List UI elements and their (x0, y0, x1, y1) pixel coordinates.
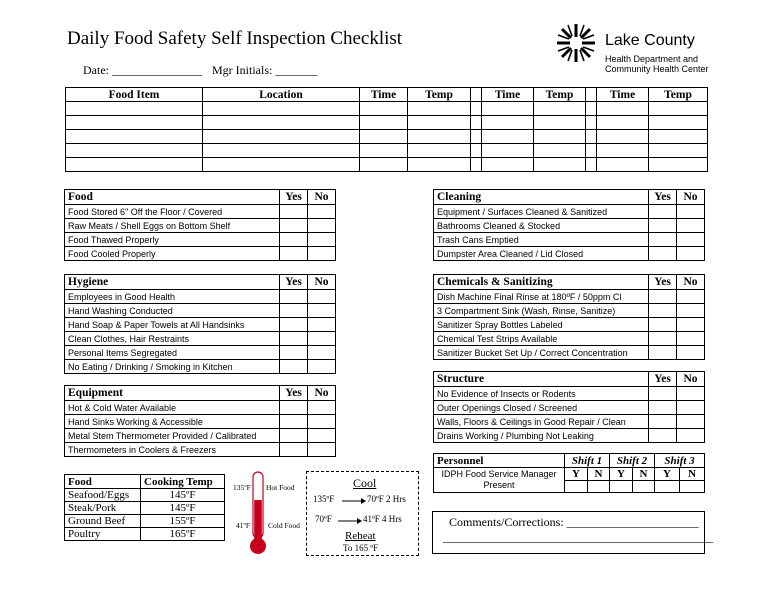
item-label: Outer Openings Closed / Screened (434, 401, 649, 415)
table-row: Poultry 165ºF (65, 528, 225, 541)
yes-checkbox[interactable] (280, 360, 308, 374)
no-checkbox[interactable] (308, 205, 336, 219)
yes-checkbox[interactable] (649, 304, 677, 318)
checklist-row (65, 401, 336, 415)
yes-checkbox[interactable] (649, 429, 677, 443)
no-checkbox[interactable] (308, 332, 336, 346)
item-label: Hand Washing Conducted (65, 304, 280, 318)
checklist-row (65, 360, 336, 374)
table-row: Steak/Pork 145ºF (65, 502, 225, 515)
checklist-row (434, 401, 705, 415)
shift-1-no-checkbox[interactable] (588, 481, 610, 493)
yes-header: Yes (649, 275, 677, 290)
yes-checkbox[interactable] (280, 401, 308, 415)
shift-2-no-checkbox[interactable] (633, 481, 655, 493)
shift-2-yes-checkbox[interactable] (610, 481, 633, 493)
no-checkbox[interactable] (308, 304, 336, 318)
date-field[interactable]: Date: _______________ (83, 63, 202, 77)
food-checklist (64, 189, 336, 261)
col-temp-3: Temp (649, 88, 708, 102)
no-checkbox[interactable] (677, 387, 705, 401)
comments-line: _____________________________________________ (443, 530, 713, 544)
item-label: Hand Soap & Paper Towels at All Handsinks (65, 318, 280, 332)
yes-header: Yes (280, 386, 308, 401)
checklist-row (65, 318, 336, 332)
shift-3-no-checkbox[interactable] (680, 481, 705, 493)
checklist-row (434, 304, 705, 318)
no-checkbox[interactable] (308, 360, 336, 374)
item-label: Personal Items Segregated (65, 346, 280, 360)
shift-3-header: Shift 3 (655, 454, 705, 468)
col-time-1: Time (360, 88, 408, 102)
item-label: Clean Clothes, Hair Restraints (65, 332, 280, 346)
item-label: Food Stored 6" Off the Floor / Covered (65, 205, 280, 219)
checklist-row (65, 219, 336, 233)
yes-checkbox[interactable] (280, 429, 308, 443)
no-checkbox[interactable] (677, 332, 705, 346)
checklist-row (434, 387, 705, 401)
checklist-row (65, 304, 336, 318)
cool-reheat-box: Cool 135ºF 70ºF 2 Hrs 70ºF 41ºF 4 Hrs Reheat To 165 ºF (306, 471, 419, 556)
section-title: Hygiene (65, 275, 280, 290)
mgr-initials-field[interactable]: Mgr Initials: _______ (212, 63, 318, 77)
col-cooking-temp: Cooking Temp (141, 475, 225, 489)
no-header: No (308, 275, 336, 290)
col-temp-1: Temp (408, 88, 471, 102)
no-checkbox[interactable] (677, 401, 705, 415)
yes-checkbox[interactable] (280, 332, 308, 346)
item-label: Hot & Cold Water Available (65, 401, 280, 415)
item-label: No Evidence of Insects or Rodents (434, 387, 649, 401)
table-row (66, 130, 708, 144)
shift-1-yes-checkbox[interactable] (565, 481, 588, 493)
no-checkbox[interactable] (308, 318, 336, 332)
manager-present-label: IDPH Food Service Manager Present (434, 468, 565, 493)
col-time-3: Time (597, 88, 649, 102)
item-label: Sanitizer Spray Bottles Labeled (434, 318, 649, 332)
no-checkbox[interactable] (677, 318, 705, 332)
checklist-row (434, 219, 705, 233)
section-title: Food (65, 190, 280, 205)
cleaning-checklist (433, 189, 705, 261)
section-title: Equipment (65, 386, 280, 401)
no-checkbox[interactable] (677, 247, 705, 261)
col-food-item: Food Item (66, 88, 203, 102)
cold-temp-label: 41ºF (236, 521, 250, 530)
checklist-row (65, 332, 336, 346)
yes-checkbox[interactable] (280, 233, 308, 247)
col-gap-2 (586, 88, 597, 102)
page-title: Daily Food Safety Self Inspection Checklist (67, 28, 403, 49)
yes-checkbox[interactable] (649, 401, 677, 415)
table-row (66, 116, 708, 130)
no-checkbox[interactable] (308, 290, 336, 304)
reheat-title: Reheat (345, 530, 376, 542)
table-row (66, 102, 708, 116)
arrow-right-icon (342, 497, 366, 505)
no-checkbox[interactable] (308, 415, 336, 429)
yes-checkbox[interactable] (280, 318, 308, 332)
col-food: Food (65, 475, 141, 489)
no-checkbox[interactable] (677, 219, 705, 233)
checklist-row (434, 346, 705, 360)
checklist-row (434, 290, 705, 304)
yes-checkbox[interactable] (280, 205, 308, 219)
checklist-row (65, 415, 336, 429)
item-label: Hand Sinks Working & Accessible (65, 415, 280, 429)
item-label: Thermometers in Coolers & Freezers (65, 443, 280, 457)
item-label: Food Cooled Properly (65, 247, 280, 261)
no-checkbox[interactable] (677, 429, 705, 443)
yes-checkbox[interactable] (280, 443, 308, 457)
no-checkbox[interactable] (677, 290, 705, 304)
section-title: Personnel (434, 454, 565, 468)
section-title: Structure (434, 372, 649, 387)
section-title: Chemicals & Sanitizing (434, 275, 649, 290)
equipment-checklist (64, 385, 336, 457)
yes-checkbox[interactable] (280, 304, 308, 318)
item-label: Equipment / Surfaces Cleaned & Sanitized (434, 205, 649, 219)
hot-temp-label: 135ºF (233, 483, 251, 492)
yes-checkbox[interactable] (649, 318, 677, 332)
no-header: No (308, 190, 336, 205)
item-label: Chemical Test Strips Available (434, 332, 649, 346)
col-gap-1 (471, 88, 482, 102)
yes-checkbox[interactable] (649, 219, 677, 233)
no-header: No (677, 275, 705, 290)
yes-checkbox[interactable] (649, 387, 677, 401)
hot-food-label: Hot Food (266, 483, 295, 492)
yes-checkbox[interactable] (649, 290, 677, 304)
table-row: Ground Beef 155ºF (65, 515, 225, 528)
yes-checkbox[interactable] (280, 219, 308, 233)
item-label: Dumpster Area Cleaned / Lid Closed (434, 247, 649, 261)
item-label: Raw Meats / Shell Eggs on Bottom Shelf (65, 219, 280, 233)
cooking-temp-table (64, 474, 225, 541)
col-time-2: Time (482, 88, 534, 102)
no-header: No (677, 190, 705, 205)
yes-header: Yes (280, 190, 308, 205)
item-label: Sanitizer Bucket Set Up / Correct Concentration (434, 346, 649, 360)
checklist-row (65, 247, 336, 261)
personnel-table: Personnel Shift 1 Shift 2 Shift 3 IDPH Food Service Manager Present Y N Y N Y N (433, 453, 705, 493)
col-temp-2: Temp (534, 88, 586, 102)
table-row (66, 144, 708, 158)
no-checkbox[interactable] (677, 415, 705, 429)
no-checkbox[interactable] (308, 346, 336, 360)
yes-checkbox[interactable] (280, 247, 308, 261)
item-label: Trash Cans Emptied (434, 233, 649, 247)
checklist-row (434, 429, 705, 443)
yes-checkbox[interactable] (280, 290, 308, 304)
checklist-row (434, 247, 705, 261)
item-label: Employees in Good Health (65, 290, 280, 304)
starburst-logo-icon (555, 22, 597, 64)
item-label: Bathrooms Cleaned & Stocked (434, 219, 649, 233)
checklist-row (434, 205, 705, 219)
checklist-row (434, 318, 705, 332)
yes-checkbox[interactable] (649, 205, 677, 219)
yes-checkbox[interactable] (649, 415, 677, 429)
thermometer-icon (248, 470, 268, 556)
checklist-row (434, 233, 705, 247)
section-title: Cleaning (434, 190, 649, 205)
yes-header: Yes (280, 275, 308, 290)
item-label: Food Thawed Properly (65, 233, 280, 247)
shift-3-yes-checkbox[interactable] (655, 481, 680, 493)
cool-title: Cool (353, 476, 377, 490)
logo-subtitle-1: Health Department and (605, 54, 699, 64)
checklist-row (65, 429, 336, 443)
comments-box[interactable] (432, 511, 713, 554)
no-header: No (308, 386, 336, 401)
no-checkbox[interactable] (308, 247, 336, 261)
arrow-right-icon (338, 517, 362, 525)
item-label: Dish Machine Final Rinse at 180ºF / 50ppm Cl (434, 290, 649, 304)
no-checkbox[interactable] (677, 205, 705, 219)
no-checkbox[interactable] (308, 401, 336, 415)
yes-checkbox[interactable] (649, 346, 677, 360)
no-checkbox[interactable] (308, 219, 336, 233)
item-label: 3 Compartment Sink (Wash, Rinse, Sanitize) (434, 304, 649, 318)
yes-checkbox[interactable] (649, 233, 677, 247)
item-label: Metal Stem Thermometer Provided / Calibrated (65, 429, 280, 443)
item-label: Walls, Floors & Ceilings in Good Repair / Clean (434, 415, 649, 429)
checklist-row (65, 233, 336, 247)
checklist-row (434, 415, 705, 429)
no-checkbox[interactable] (308, 233, 336, 247)
yes-checkbox[interactable] (649, 332, 677, 346)
no-checkbox[interactable] (677, 346, 705, 360)
structure-checklist (433, 371, 705, 443)
temperature-log-table (65, 87, 708, 172)
yes-checkbox[interactable] (280, 415, 308, 429)
shift-1-header: Shift 1 (565, 454, 610, 468)
yes-header: Yes (649, 190, 677, 205)
item-label: No Eating / Drinking / Smoking in Kitchen (65, 360, 280, 374)
item-label: Drains Working / Plumbing Not Leaking (434, 429, 649, 443)
no-checkbox[interactable] (308, 443, 336, 457)
checklist-row (65, 205, 336, 219)
yes-checkbox[interactable] (280, 346, 308, 360)
table-row: Seafood/Eggs 145ºF (65, 489, 225, 502)
col-location: Location (203, 88, 360, 102)
shift-2-header: Shift 2 (610, 454, 655, 468)
checklist-row (65, 346, 336, 360)
no-checkbox[interactable] (677, 304, 705, 318)
no-header: No (677, 372, 705, 387)
comments-label: Comments/Corrections: ______________________ (449, 515, 699, 529)
chemicals-checklist (433, 274, 705, 360)
logo-subtitle-2: Community Health Center (605, 64, 709, 74)
yes-checkbox[interactable] (649, 247, 677, 261)
checklist-row (65, 290, 336, 304)
no-checkbox[interactable] (677, 233, 705, 247)
yes-header: Yes (649, 372, 677, 387)
hygiene-checklist (64, 274, 336, 374)
table-row (66, 158, 708, 172)
logo-name: Lake County (605, 32, 695, 49)
cold-food-label: Cold Food (268, 521, 300, 530)
no-checkbox[interactable] (308, 429, 336, 443)
checklist-row (65, 443, 336, 457)
checklist-row (434, 332, 705, 346)
